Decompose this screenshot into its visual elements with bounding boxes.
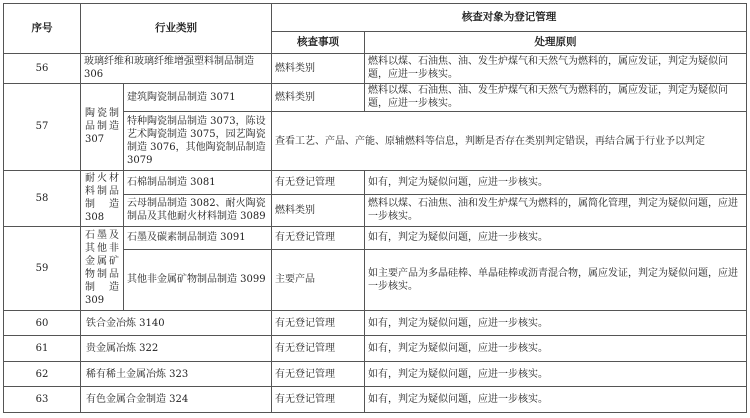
item-cell: 燃料类别 — [272, 83, 365, 112]
principle-cell: 如有，判定为疑似问题，应进一步核实。 — [365, 310, 747, 335]
principle-cell: 燃料以煤、石油焦、油、发生炉煤气和天然气为燃料的，属应发证，判定为疑似问题，应进一步核实。 — [365, 83, 747, 112]
seq-cell: 56 — [4, 53, 81, 83]
industry-cell: 有色金属合金制造 324 — [81, 387, 272, 413]
item-cell: 有无登记管理 — [272, 336, 365, 361]
subindustry-cell: 建筑陶瓷制品制造 3071 — [124, 83, 272, 112]
subindustry-cell: 石棉制品制造 3081 — [124, 170, 272, 194]
principle-cell: 如有，判定为疑似问题，应进一步核实。 — [365, 361, 747, 386]
header-group: 核查对象为登记管理 — [272, 4, 747, 32]
header-principle: 处理原则 — [365, 31, 747, 53]
principle-cell: 查看工艺、产品、产能、原辅燃料等信息，判断是否存在类别判定错误，再结合属于行业予以判定 — [272, 112, 747, 170]
subindustry-cell: 其他非金属矿物制品制造 3099 — [124, 249, 272, 310]
industry-cell: 玻璃纤维和玻璃纤维增强塑料制品制造 306 — [81, 53, 272, 83]
table-row — [4, 83, 747, 112]
principle-cell: 如有，判定为疑似问题，应进一步核实。 — [365, 170, 747, 194]
industry-cell: 贵金属冶炼 322 — [81, 336, 272, 361]
item-cell: 有无登记管理 — [272, 387, 365, 413]
table-row — [4, 310, 747, 335]
item-cell: 有无登记管理 — [272, 170, 365, 194]
industry-cell: 稀有稀土金属冶炼 323 — [81, 361, 272, 386]
table-row — [4, 361, 747, 386]
item-cell: 燃料类别 — [272, 53, 365, 83]
item-cell: 有无登记管理 — [272, 361, 365, 386]
industry-cell: 陶瓷制品制造 307 — [81, 83, 124, 170]
principle-cell: 如有，判定为疑似问题，应进一步核实。 — [365, 336, 747, 361]
seq-cell: 61 — [4, 336, 81, 361]
subindustry-cell: 特种陶瓷制品制造 3073，陈设艺术陶瓷制造 3075，园艺陶瓷制造 3076，其他陶瓷制品制造 3079 — [124, 112, 272, 170]
seq-cell: 58 — [4, 170, 81, 226]
principle-cell: 燃料以煤、石油焦、油和发生炉煤气为燃料的，属简化管理，判定为疑似问题，应进一步核实。 — [365, 194, 747, 226]
header-seq: 序号 — [4, 4, 81, 54]
header-industry: 行业类别 — [81, 4, 272, 54]
seq-cell: 59 — [4, 227, 81, 311]
table-row — [4, 53, 747, 83]
item-cell: 有无登记管理 — [272, 227, 365, 250]
table-row — [4, 170, 747, 194]
principle-cell: 如主要产品为多晶硅棒、单晶硅棒或沥青混合物，属应发证，判定为疑似问题，应进一步核实。 — [365, 249, 747, 310]
industry-cell: 耐火材料制品制造 308 — [81, 170, 124, 226]
verification-table — [3, 3, 747, 413]
industry-cell: 石墨及其他非金属矿物制品制造 309 — [81, 227, 124, 311]
item-cell: 有无登记管理 — [272, 310, 365, 335]
seq-cell: 60 — [4, 310, 81, 335]
principle-cell: 燃料以煤、石油焦、油、发生炉煤气和天然气为燃料的，属应发证，判定为疑似问题，应进一步核实。 — [365, 53, 747, 83]
item-cell: 燃料类别 — [272, 194, 365, 226]
subindustry-cell: 云母制品制造 3082、耐火陶瓷制品及其他耐火材料制造 3089 — [124, 194, 272, 226]
principle-cell: 如有，判定为疑似问题，应进一步核实。 — [365, 227, 747, 250]
principle-cell: 如有，判定为疑似问题，应进一步核实。 — [365, 387, 747, 413]
table-row — [4, 387, 747, 413]
seq-cell: 62 — [4, 361, 81, 386]
header-item: 核查事项 — [272, 31, 365, 53]
table-row — [4, 336, 747, 361]
seq-cell: 57 — [4, 83, 81, 170]
subindustry-cell: 石墨及碳素制品制造 3091 — [124, 227, 272, 250]
table-row — [4, 227, 747, 250]
industry-cell: 铁合金冶炼 3140 — [81, 310, 272, 335]
seq-cell: 63 — [4, 387, 81, 413]
item-cell: 主要产品 — [272, 249, 365, 310]
